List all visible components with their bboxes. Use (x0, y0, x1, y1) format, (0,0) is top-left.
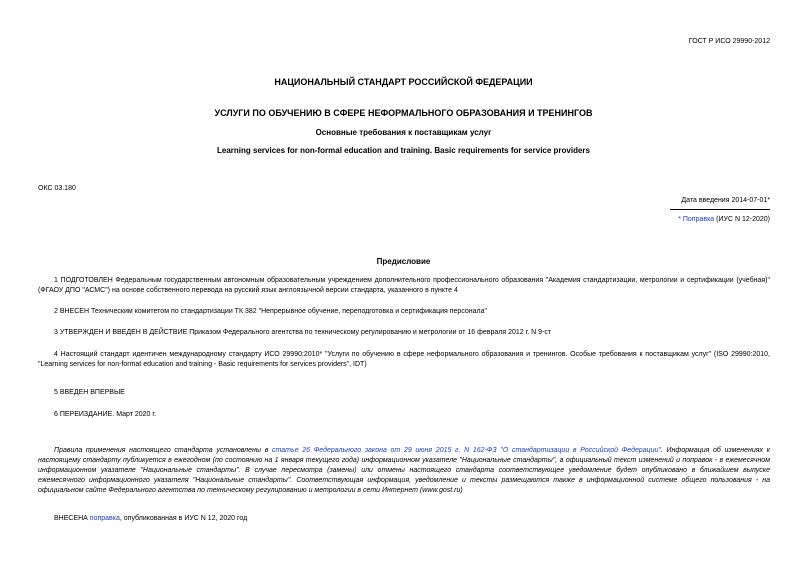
amendment-note (560, 216, 770, 223)
national-standard-heading: НАЦИОНАЛЬНЫЙ СТАНДАРТ РОССИЙСКОЙ ФЕДЕРАЦИИ (274, 77, 533, 87)
preface-heading: Предисловие (376, 257, 431, 266)
english-title: Learning services for non-formal education and training. Basic requirements for service providers (217, 146, 590, 155)
preface-paragraph-3: 3 УТВЕРЖДЕН И ВВЕДЕН В ДЕЙСТВИЕ Приказом Федерального агентства по техническому регулированию и метрологии от 16 февраля 2012 г. N 9-ст (54, 329, 552, 336)
footer-suffix: , опубликованная в ИУС N 12, 2020 год (119, 515, 248, 522)
preface-paragraph-1: 1 ПОДГОТОВЛЕН Федеральным государственным автономным образовательным учреждением дополнительного профессионального образования "Академия стандартизации, метрологии и сертификации (учебная)" (ФГАОУ ДПО "АСМС") на основе собственного перевода на русский язык англоязычной версии стандарта, указанного в пункте 4 (38, 277, 770, 294)
document-code: ГОСТ Р ИСО 29990-2012 (688, 38, 770, 45)
footer-amendment-link[interactable]: поправка (89, 515, 120, 522)
preface-paragraph-4: 4 Настоящий стандарт идентичен международному стандарту ИСО 29990:2010* "Услуги по обучению в сфере неформального образования и тренингов. Особые требования к поставщикам услуг" (ISO 29990:2010, "Learning services for non-format education and training - Basic requirements for services providers", IDT) (38, 351, 770, 368)
subtitle: Основные требования к поставщикам услуг (315, 128, 492, 137)
oks-code: ОКС 03.180 (38, 185, 76, 192)
amendment-star: * (678, 216, 683, 223)
rules-text-rest: . Информация об изменениях к настоящему стандарту публикуется в ежегодном (по состоянию на 1 января текущего года) информационном указателе "Национальные стандарты", а официальный текст изменений и поправок - в ежемесячном информационном указателе "Национальные стандарты". В случае пересмотра (замены) или отмены настоящего стандарта соответствующее уведомление будет опубликовано в ближайшем выпуске ежемесячного информационного указателя "Национальные стандарты". Соответствующая информация, уведомление и тексты размещаются также в информационной системе общего пользования - на официальном сайте Федерального агентства по техническому регулированию и метрологии в сети Интернет (www.gost.ru) (38, 447, 771, 494)
intro-date: Дата введения 2014-07-01* (681, 197, 770, 204)
footer-prefix: ВНЕСЕНА (54, 515, 90, 522)
amendment-footer (38, 514, 770, 524)
preface-paragraph-2: 2 ВНЕСЕН Техническим комитетом по стандартизации ТК 382 "Непрерывное обучение, переподготовка и сертификация персонала" (54, 308, 488, 315)
amendment-link[interactable]: Поправка (682, 216, 715, 223)
divider (670, 209, 770, 210)
rules-paragraph (38, 446, 770, 496)
rules-text-start: Правила применения настоящего стандарта установлены в (54, 447, 273, 454)
amendment-tail: (ИУС N 12-2020) (714, 216, 770, 223)
federal-law-link[interactable]: статье 26 Федерального закона от 29 июня 2015 г. N 162-ФЗ "О стандартизации в Российской Федерации" (272, 447, 661, 454)
preface-paragraph-6: 6 ПЕРЕИЗДАНИЕ. Март 2020 г. (54, 411, 157, 418)
main-title: УСЛУГИ ПО ОБУЧЕНИЮ В СФЕРЕ НЕФОРМАЛЬНОГО ОБРАЗОВАНИЯ И ТРЕНИНГОВ (214, 108, 593, 118)
preface-paragraph-5: 5 ВВЕДЕН ВПЕРВЫЕ (54, 389, 125, 396)
